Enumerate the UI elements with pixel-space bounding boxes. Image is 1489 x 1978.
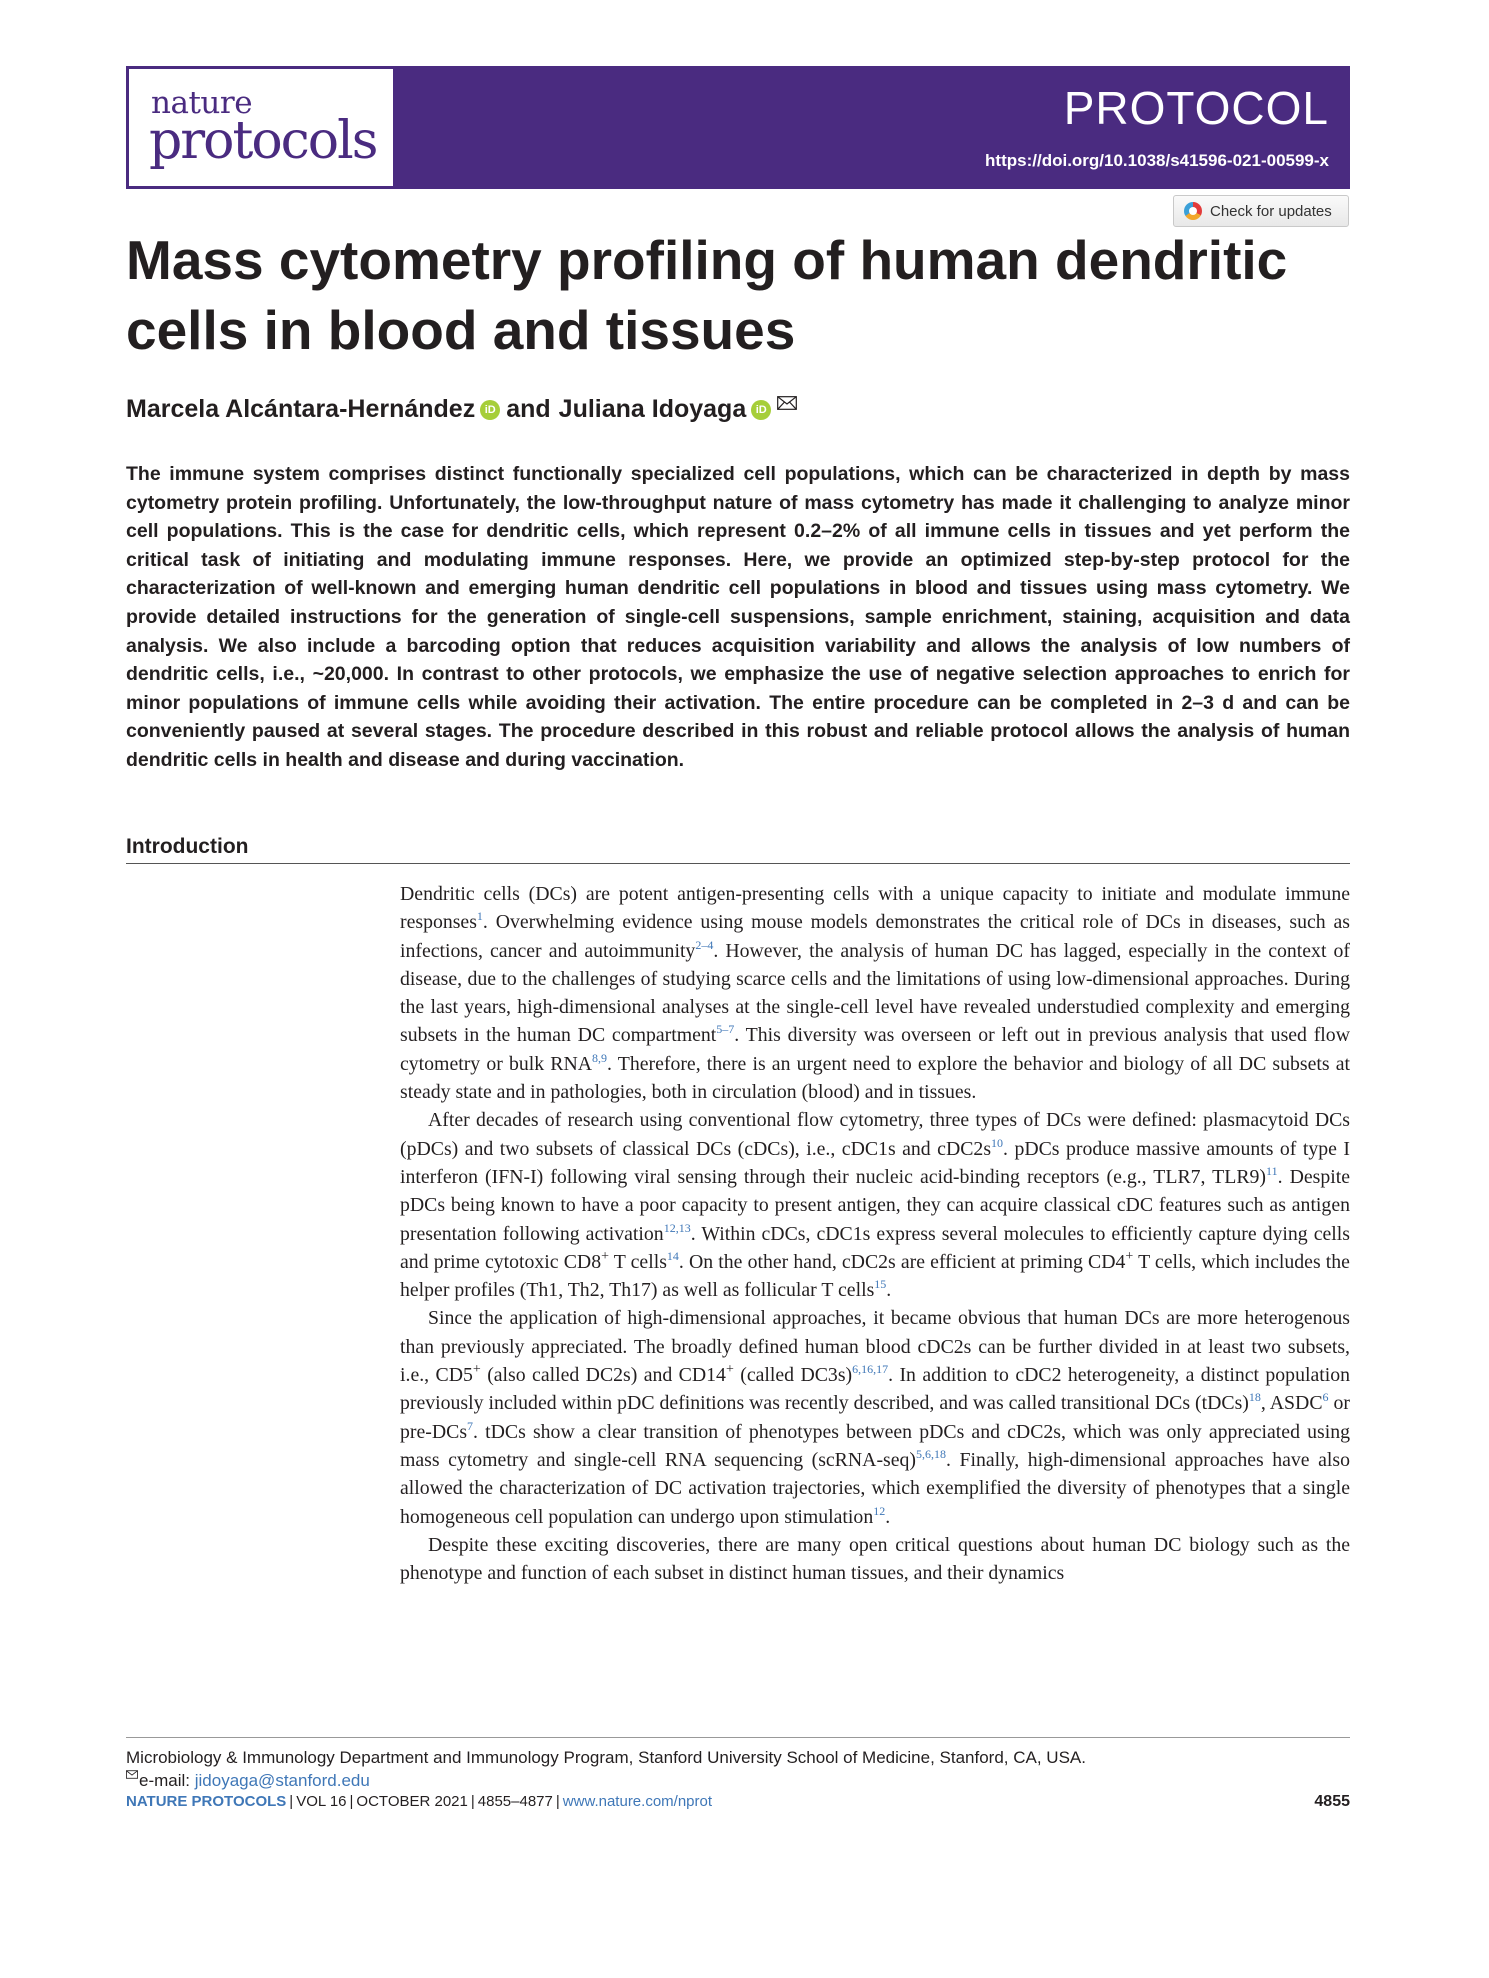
citation-ref[interactable]: 7 <box>467 1418 474 1433</box>
paragraph-1 <box>400 880 1350 1106</box>
affiliation-text: Microbiology & Immunology Department and Immunology Program, Stanford University School of Medicine, Stanford, CA, USA. <box>126 1748 1086 1767</box>
article-title: Mass cytometry profiling of human dendritic cells in blood and tissues <box>126 229 1288 361</box>
text-run: Dendritic cells (DCs) are potent antigen-presenting cells with a unique capacity to initiate and modulate immune responses <box>400 883 1350 934</box>
text-run: . Overwhelming evidence using mouse models demonstrates the critical role of DCs in diseases, such as infections, cancer and autoimmunity <box>400 911 1350 962</box>
doi-link[interactable]: https://doi.org/10.1038/s41596-021-00599-x <box>985 151 1329 170</box>
paragraph-2 <box>400 1106 1350 1304</box>
text-run: . Finally, high-dimensional approaches have also allowed the characterization of DC activation trajectories, which exemplified the diversity of phenotypes that a single homogeneous cell population can undergo upon stimulation <box>400 1448 1350 1528</box>
text-run: . tDCs show a clear transition of phenotypes between pDCs and cDC2s, which was only appreciated using mass cytometry and single-cell RNA sequencing (scRNA-seq) <box>400 1420 1350 1471</box>
introduction-body <box>400 880 1350 1587</box>
text-run: T cells, which includes the helper profiles (Th1, Th2, Th17) as well as follicular T cells <box>400 1250 1350 1302</box>
journal-header <box>126 66 1350 189</box>
email-label: e-mail: <box>139 1771 195 1790</box>
orcid-icon[interactable]: iD <box>751 400 771 420</box>
abstract: The immune system comprises distinct functionally specialized cell populations, which can be characterized in depth by mass cytometry protein profiling. Unfortunately, the low-throughput nature of mass cytometry has made it challenging to analyze minor cell populations. This is the case for dendritic cells, which represent 0.2–2% of all immune cells in tissues and yet perform the critical task of initiating and modulating immune responses. Here, we provide an optimized step-by-step protocol for the characterization of well-known and emerging human dendritic cell populations in blood and tissues using mass cytometry. We provide detailed instructions for the generation of single-cell suspensions, sample enrichment, staining, acquisition and data analysis. We also include a barcoding option that reduces acquisition variability and allows the analysis of low numbers of dendritic cells, i.e., ~20,000. In contrast to other protocols, we emphasize the use of negative selection approaches to enrich for minor populations of immune cells while avoiding their activation. The entire procedure can be completed in 2–3 d and can be conveniently paused at several stages. The procedure described in this robust and reliable protocol allows the analysis of human dendritic cells in health and disease and during vaccination. <box>126 463 1350 771</box>
citation-ref[interactable]: 6 <box>1322 1390 1329 1405</box>
text-run: (also called DC2s) and CD14 <box>480 1364 726 1387</box>
superscript-plus: + <box>472 1362 481 1378</box>
text-run: . Within cDCs, cDC1s express several molecules to efficiently capture dying cells and prime cytotoxic CD8 <box>400 1222 1350 1273</box>
text-run: . In addition to cDC2 heterogeneity, a distinct population previously included within pDC definitions was recently described, and was called transitional DCs (tDCs) <box>400 1364 1351 1415</box>
citation-ref[interactable]: 18 <box>1248 1390 1261 1405</box>
check-for-updates-label: Check for updates <box>1210 202 1332 220</box>
citation-ref[interactable]: 12 <box>873 1503 886 1518</box>
text-run: . On the other hand, cDC2s are efficient at priming CD4 <box>678 1250 1126 1273</box>
text-run: Since the application of high-dimensional approaches, it became obvious that human DCs are more heterogenous than previously appreciated. The broadly defined human blood cDC2s can be further divided in at least two subsets, i.e., CD5 <box>400 1307 1350 1387</box>
citation-ref[interactable]: 8,9 <box>592 1050 608 1065</box>
email-line <box>126 1769 1086 1792</box>
superscript-plus: + <box>1125 1248 1134 1264</box>
logo-nature: nature <box>151 85 253 121</box>
mail-icon <box>126 1770 138 1779</box>
footer-separator: | <box>470 1793 475 1810</box>
text-run: . Therefore, there is an urgent need to explore the behavior and biology of all DC subsets at steady state and in pathologies, both in circulation (blood) and in tissues. <box>400 1052 1350 1104</box>
journal-logo[interactable] <box>127 67 395 188</box>
email-link[interactable]: jidoyaga@stanford.edu <box>194 1771 370 1790</box>
affiliation-note <box>126 1746 1086 1792</box>
footer-separator: | <box>289 1793 294 1810</box>
footer-journal-url[interactable]: www.nature.com/nprot <box>562 1793 713 1810</box>
footer-separator: | <box>555 1793 560 1810</box>
check-updates-icon <box>1184 202 1202 220</box>
text-run: or pre-DCs <box>400 1392 1350 1443</box>
footer-date: OCTOBER 2021 <box>356 1793 468 1810</box>
citation-ref[interactable]: 10 <box>991 1135 1004 1150</box>
text-run: . <box>885 1505 891 1528</box>
mail-icon[interactable] <box>777 396 797 410</box>
text-run: . Despite pDCs being known to have a poor capacity to present antigen, they can acquire classical cDC features such as antigen presentation following activation <box>400 1165 1350 1245</box>
text-run: After decades of research using conventional flow cytometry, three types of DCs were defined: plasmacytoid DCs (pDCs) and two subsets of classical DCs (cDCs), i.e., cDC1s and cDC2s <box>400 1109 1350 1160</box>
citation-ref[interactable]: 12,13 <box>663 1220 691 1235</box>
superscript-plus: + <box>725 1362 734 1378</box>
page-number: 4855 <box>1314 1793 1350 1810</box>
footer-pages: 4855–4877 <box>477 1793 553 1810</box>
text-run: . pDCs produce massive amounts of type I interferon (IFN-I) following viral sensing through their nucleic acid-binding receptors (e.g., TLR7, TLR9) <box>400 1137 1350 1188</box>
text-run: . This diversity was overseen or left out in previous analysis that used flow cytometry or bulk RNA <box>400 1024 1350 1075</box>
text-run: , ASDC <box>1260 1392 1323 1415</box>
text-run: . <box>886 1279 892 1302</box>
citation-ref[interactable]: 14 <box>666 1248 679 1263</box>
text-run: Despite these exciting discoveries, there are many open critical questions about human DC biology such as the phenotype and function of each subset in distinct human tissues, and their dynamics <box>400 1533 1350 1585</box>
text-run: (called DC3s) <box>733 1364 853 1387</box>
text-run: . However, the analysis of human DC has lagged, especially in the context of disease, due to the challenges of studying scarce cells and the limitations of using low-dimensional approaches. During the last years, high-dimensional analyses at the single-cell level have revealed understudied complexity and emerging subsets in the human DC compartment <box>400 939 1350 1047</box>
citation-ref[interactable]: 1 <box>476 909 483 924</box>
citation-ref[interactable]: 6,16,17 <box>852 1362 889 1377</box>
section-heading-introduction: Introduction <box>126 835 249 858</box>
paragraph-3 <box>400 1304 1350 1530</box>
text-run: T cells <box>609 1250 667 1273</box>
footer-volume: VOL 16 <box>296 1793 347 1810</box>
author-1[interactable]: Marcela Alcántara-Hernández <box>126 395 476 423</box>
author-list <box>126 395 797 424</box>
paragraph-4 <box>400 1531 1350 1588</box>
citation-ref[interactable]: 15 <box>874 1277 887 1292</box>
footnote-divider <box>126 1737 1350 1738</box>
section-divider <box>126 863 1350 864</box>
logo-protocols: protocols <box>149 111 377 171</box>
author-2[interactable]: Juliana Idoyaga <box>558 395 747 423</box>
citation-ref[interactable]: 5,6,18 <box>916 1446 946 1461</box>
superscript-plus: + <box>601 1248 609 1264</box>
article-type-label: PROTOCOL <box>1063 82 1329 134</box>
check-for-updates-button[interactable] <box>1173 195 1349 227</box>
citation-ref[interactable]: 11 <box>1266 1163 1278 1178</box>
footer-journal-name: NATURE PROTOCOLS <box>126 1793 287 1810</box>
orcid-icon[interactable]: iD <box>480 400 500 420</box>
footer-separator: | <box>349 1793 354 1810</box>
author-connector: and <box>506 395 551 423</box>
citation-ref[interactable]: 5–7 <box>716 1022 735 1037</box>
citation-ref[interactable]: 2–4 <box>695 937 714 952</box>
